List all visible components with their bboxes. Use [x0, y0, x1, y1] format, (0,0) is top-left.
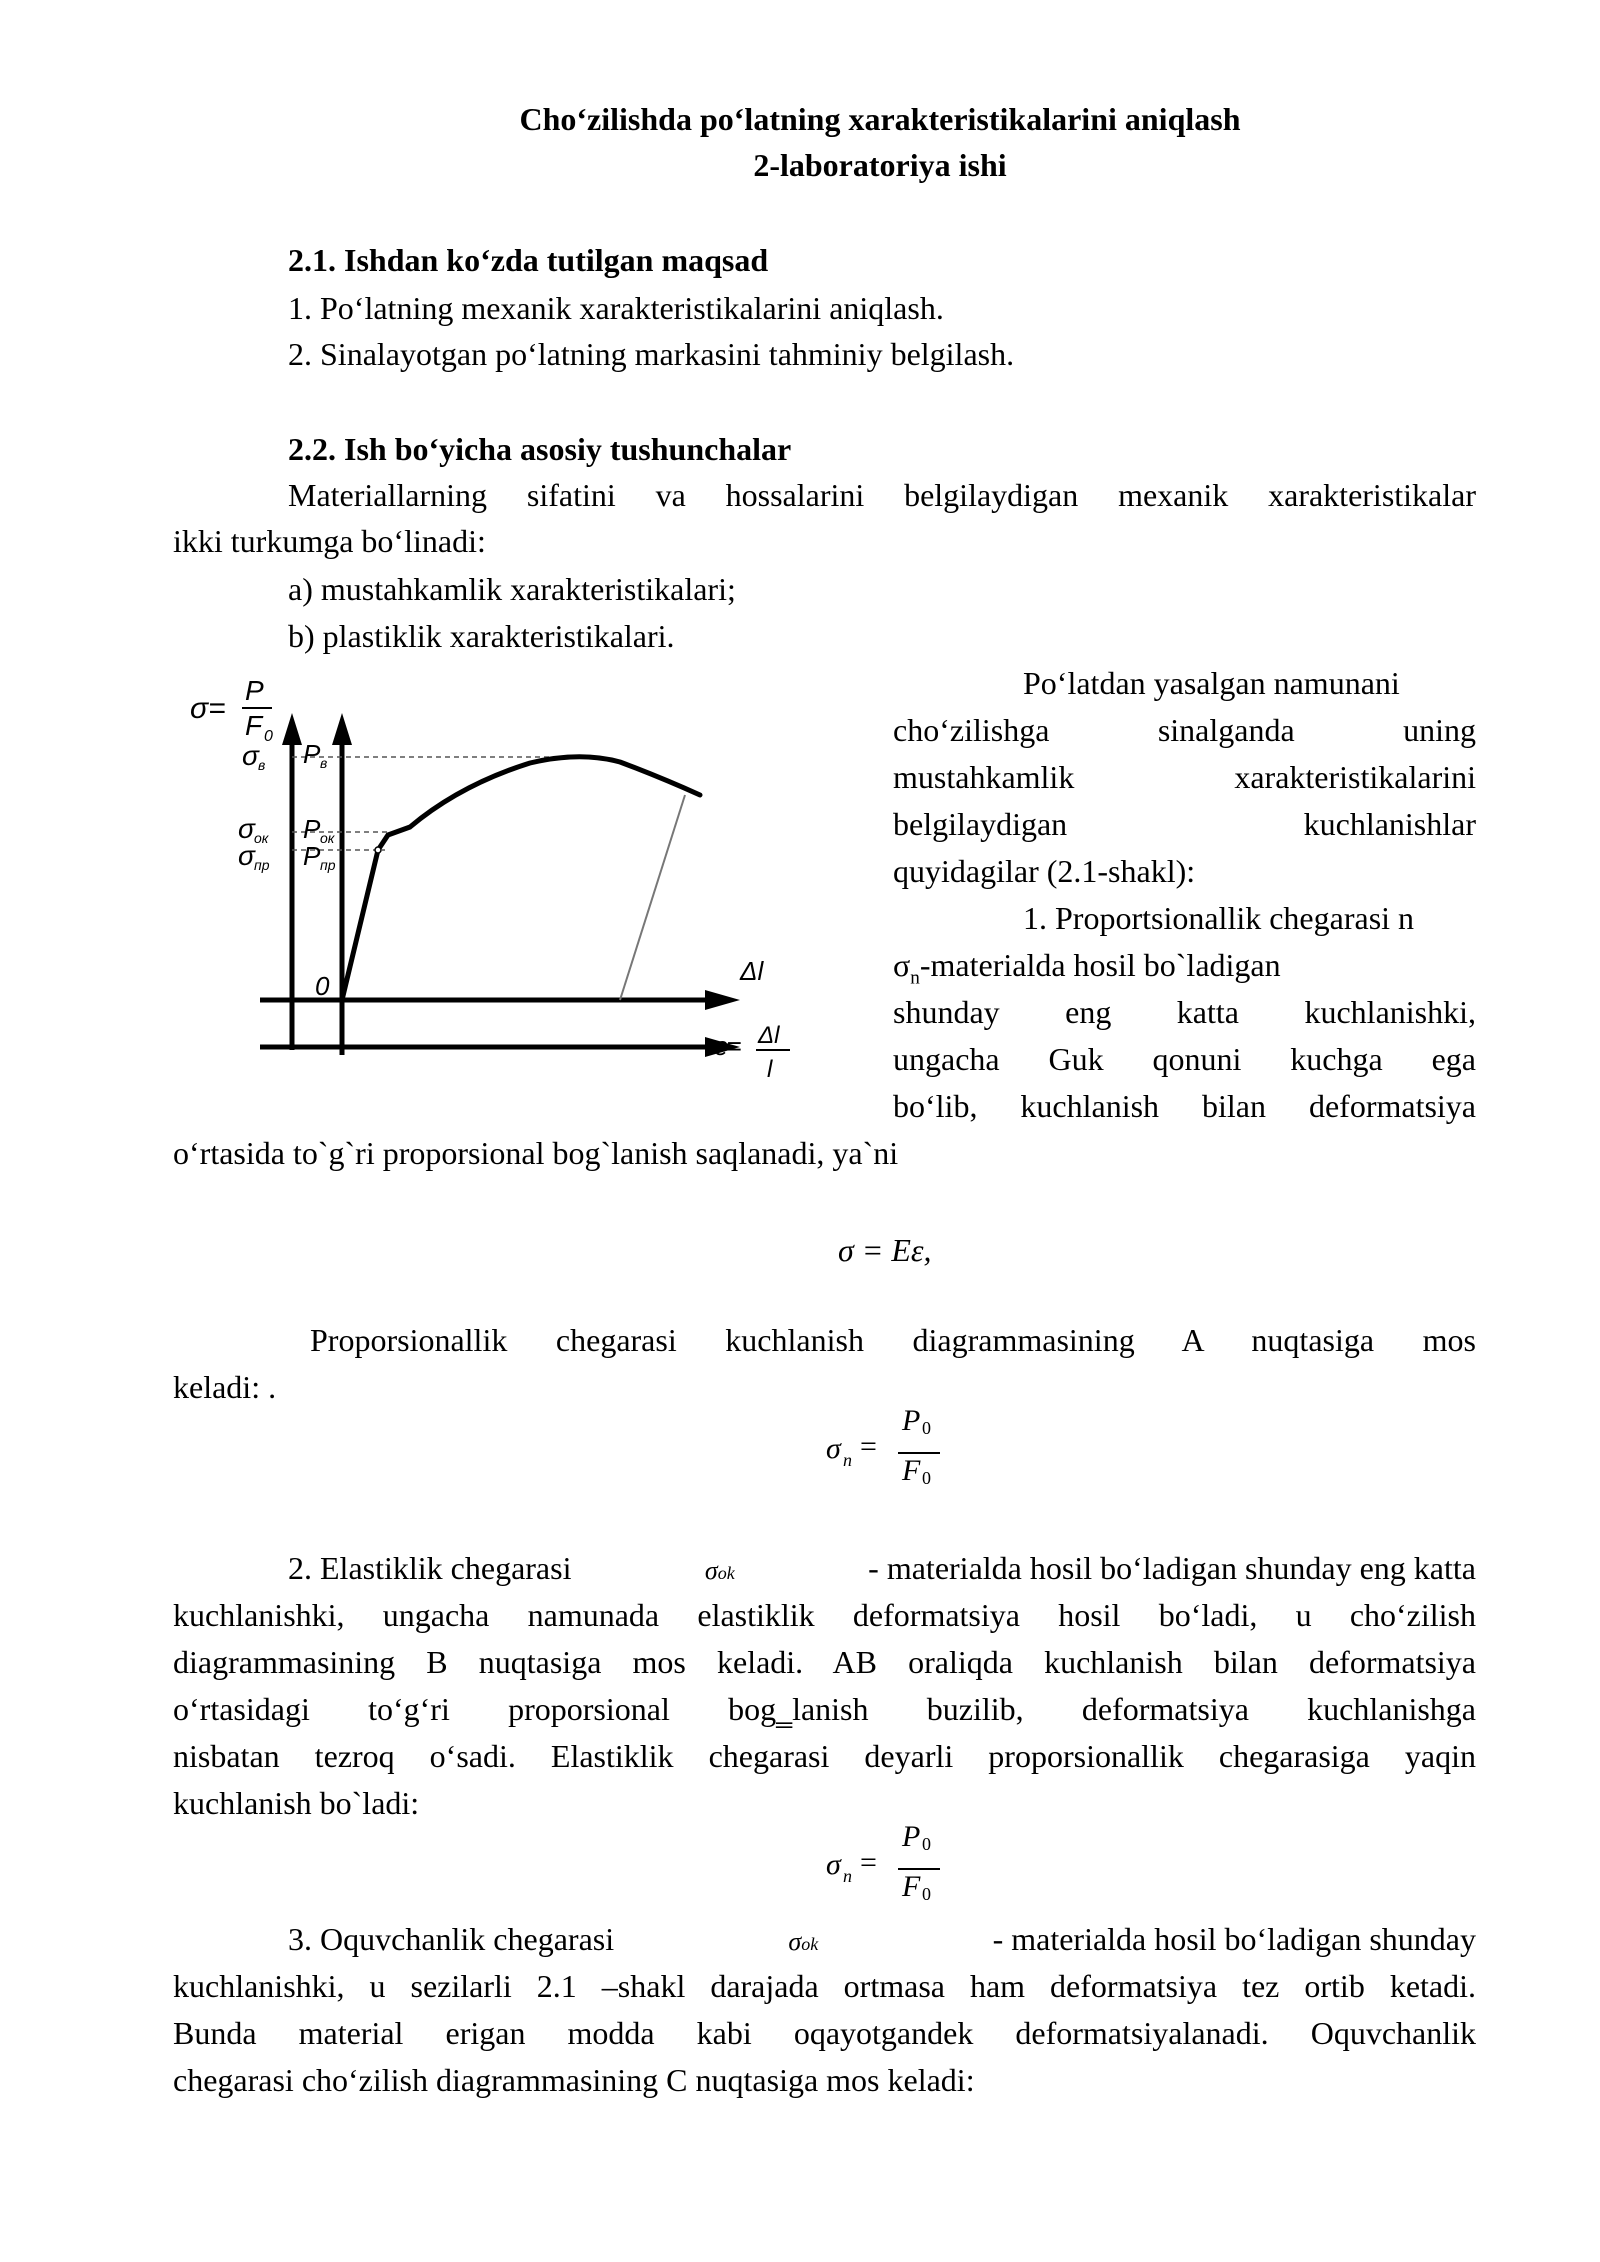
formula1-lhs: σ [826, 1432, 841, 1465]
sigma-np-subscript: пр [254, 857, 270, 873]
right-text-line-4: belgilaydigan kuchlanishlar [893, 806, 1476, 842]
proportional-limit-line-1: Proporsionallik chegarasi kuchlanish diagrammasining A nuqtasiga mos [310, 1322, 1476, 1358]
formula2-numerator-sub: 0 [922, 1834, 931, 1854]
right-text-line-1: Po‘latdan yasalgan namunani [1023, 665, 1400, 701]
right-text-line-7-rest: -materialda hosil bo`ladigan [919, 947, 1281, 983]
p-v-label: P [303, 739, 321, 769]
yield-limit-end: - materialda hosil bo‘ladigan shunday [992, 1921, 1476, 1957]
sigma-n-symbol: σ [893, 947, 911, 983]
sigma-v-label: σ [242, 740, 259, 771]
document-title: Cho‘zilishda po‘latning xarakteristikalarini aniqlash [519, 101, 1241, 137]
p-ok-subscript: ок [320, 830, 335, 846]
right-text-line-8: shunday eng katta kuchlanishki, [893, 994, 1476, 1030]
section-2-1-heading: 2.1. Ishdan ko‘zda tutilgan maqsad [288, 242, 769, 278]
formula2-lhs: σ [826, 1848, 841, 1881]
sigma-equals-label: σ= [190, 692, 226, 725]
goal-item-2: 2. Sinalayotgan po‘latning markasini tahminiy belgilash. [288, 336, 1015, 372]
goal-item-1: 1. Po‘latning mexanik xarakteristikalarini aniqlash. [288, 290, 944, 326]
epsilon-denominator: l [767, 1056, 773, 1083]
right-text-line-2: cho‘zilishga sinalganda uning [893, 712, 1476, 748]
sigma-n-formula-1 [826, 1404, 946, 1500]
formula2-denominator-sub: 0 [922, 1884, 931, 1904]
intro-line-2: ikki turkumga bo‘linadi: [173, 523, 486, 559]
formula2-denominator: F [902, 1870, 921, 1903]
epsilon-equals-label: ε= [715, 1031, 742, 1061]
right-text-line-9: ungacha Guk qonuni kuchga ega [893, 1041, 1476, 1077]
characteristic-item-a: a) mustahkamlik xarakteristikalari; [288, 571, 736, 607]
yield-limit-sigma: σ [788, 1927, 802, 1956]
formula1-numerator-sub: 0 [922, 1418, 931, 1438]
formula1-denominator: F [902, 1454, 921, 1487]
elastic-limit-start: 2. Elastiklik chegarasi [288, 1550, 572, 1586]
yield-limit-line-3: Bunda material erigan modda kabi oqayotgandek deformatsiyalanadi. Oquvchanlik [173, 2015, 1476, 2051]
document-subtitle: 2-laboratoriya ishi [753, 147, 1007, 183]
elastic-limit-sigma-sub: ok [717, 1563, 735, 1583]
p-np-label: P [303, 841, 321, 871]
elastic-limit-line-6: kuchlanish bo`ladi: [173, 1785, 420, 1821]
fracture-line [620, 795, 685, 1000]
formula2-lhs-sub: n [843, 1866, 852, 1886]
right-text-line-11: o‘rtasida to`g`ri proporsional bog`lanish saqlanadi, ya`ni [173, 1135, 899, 1171]
sigma-ok-subscript: ок [254, 830, 269, 846]
hooke-law-formula: σ = Eε, [838, 1232, 932, 1268]
sigma-v-subscript: в [258, 757, 266, 773]
formula-f-subscript: 0 [264, 728, 273, 745]
p-v-subscript: в [320, 755, 328, 771]
origin-label: 0 [315, 971, 330, 1001]
yield-limit-line-1 [288, 1917, 1476, 1966]
p-np-subscript: пр [320, 857, 336, 873]
yield-limit-start: 3. Oquvchanlik chegarasi [288, 1921, 615, 1957]
sigma-ok-label: σ [238, 813, 255, 844]
proportional-limit-line-2: keladi: . [173, 1369, 277, 1405]
stress-strain-diagram [160, 655, 800, 1085]
right-text-line-10: bo‘lib, kuchlanish bilan deformatsiya [893, 1088, 1476, 1124]
formula1-lhs-sub: n [843, 1450, 852, 1470]
elastic-limit-line-5: nisbatan tezroq o‘sadi. Elastiklik chegarasi deyarli proporsionallik chegarasiga yaqin [173, 1738, 1476, 1774]
characteristic-item-b: b) plastiklik xarakteristikalari. [288, 618, 675, 654]
yield-limit-line-4: chegarasi cho‘zilish diagrammasining C nuqtasiga mos keladi: [173, 2062, 975, 2098]
right-text-line-3: mustahkamlik xarakteristikalarini [893, 759, 1476, 795]
formula1-denominator-sub: 0 [922, 1468, 931, 1488]
right-text-line-5: quyidagilar (2.1-shakl): [893, 853, 1196, 889]
elastic-limit-line-2: kuchlanishki, ungacha namunada elastiklik deformatsiya hosil bo‘ladi, u cho‘zilish [173, 1597, 1476, 1633]
section-2-2-heading: 2.2. Ish bo‘yicha asosiy tushunchalar [288, 431, 792, 467]
delta-l-label: Δl [740, 956, 764, 986]
elastic-limit-line-3: diagrammasining B nuqtasiga mos keladi. AB oraliqda kuchlanish bilan deformatsiya [173, 1644, 1476, 1680]
yield-limit-sigma-sub: ok [801, 1934, 819, 1954]
epsilon-numerator: Δl [758, 1022, 780, 1049]
formula-f-label: F [245, 710, 263, 741]
sigma-n-subscript: n [910, 967, 920, 989]
formula2-equals: = [860, 1846, 877, 1879]
formula1-equals: = [860, 1430, 877, 1463]
force-axis-arrow [332, 713, 352, 745]
formula1-numerator: P [902, 1404, 921, 1437]
stress-strain-curve [342, 757, 700, 1000]
elastic-limit-line-1 [288, 1546, 1476, 1595]
sigma-n-formula-2 [826, 1820, 946, 1916]
formula2-numerator: P [902, 1820, 921, 1853]
elastic-limit-line-4: o‘rtasidagi to‘g‘ri proporsional bog‗lanish buzilib, deformatsiya kuchlanishga [173, 1691, 1476, 1727]
stress-axis-arrow [282, 713, 302, 745]
right-text-line-6: 1. Proportsionallik chegarasi n [1023, 900, 1415, 936]
formula-p-label: P [245, 675, 264, 706]
elastic-limit-end: - materialda hosil bo‘ladigan shunday eng katta [868, 1550, 1476, 1586]
elongation-axis-arrow [705, 990, 740, 1010]
point-a-marker [375, 847, 381, 853]
elastic-limit-sigma: σ [704, 1556, 718, 1585]
yield-limit-line-2: kuchlanishki, u sezilarli 2.1 –shakl darajada ortmasa ham deformatsiya tez ortib ketadi. [173, 1968, 1476, 2004]
p-ok-label: P [303, 814, 321, 844]
sigma-np-label: σ [238, 840, 255, 871]
intro-line-1: Materiallarning sifatini va hossalarini belgilaydigan mexanik xarakteristikalar [288, 477, 1476, 513]
